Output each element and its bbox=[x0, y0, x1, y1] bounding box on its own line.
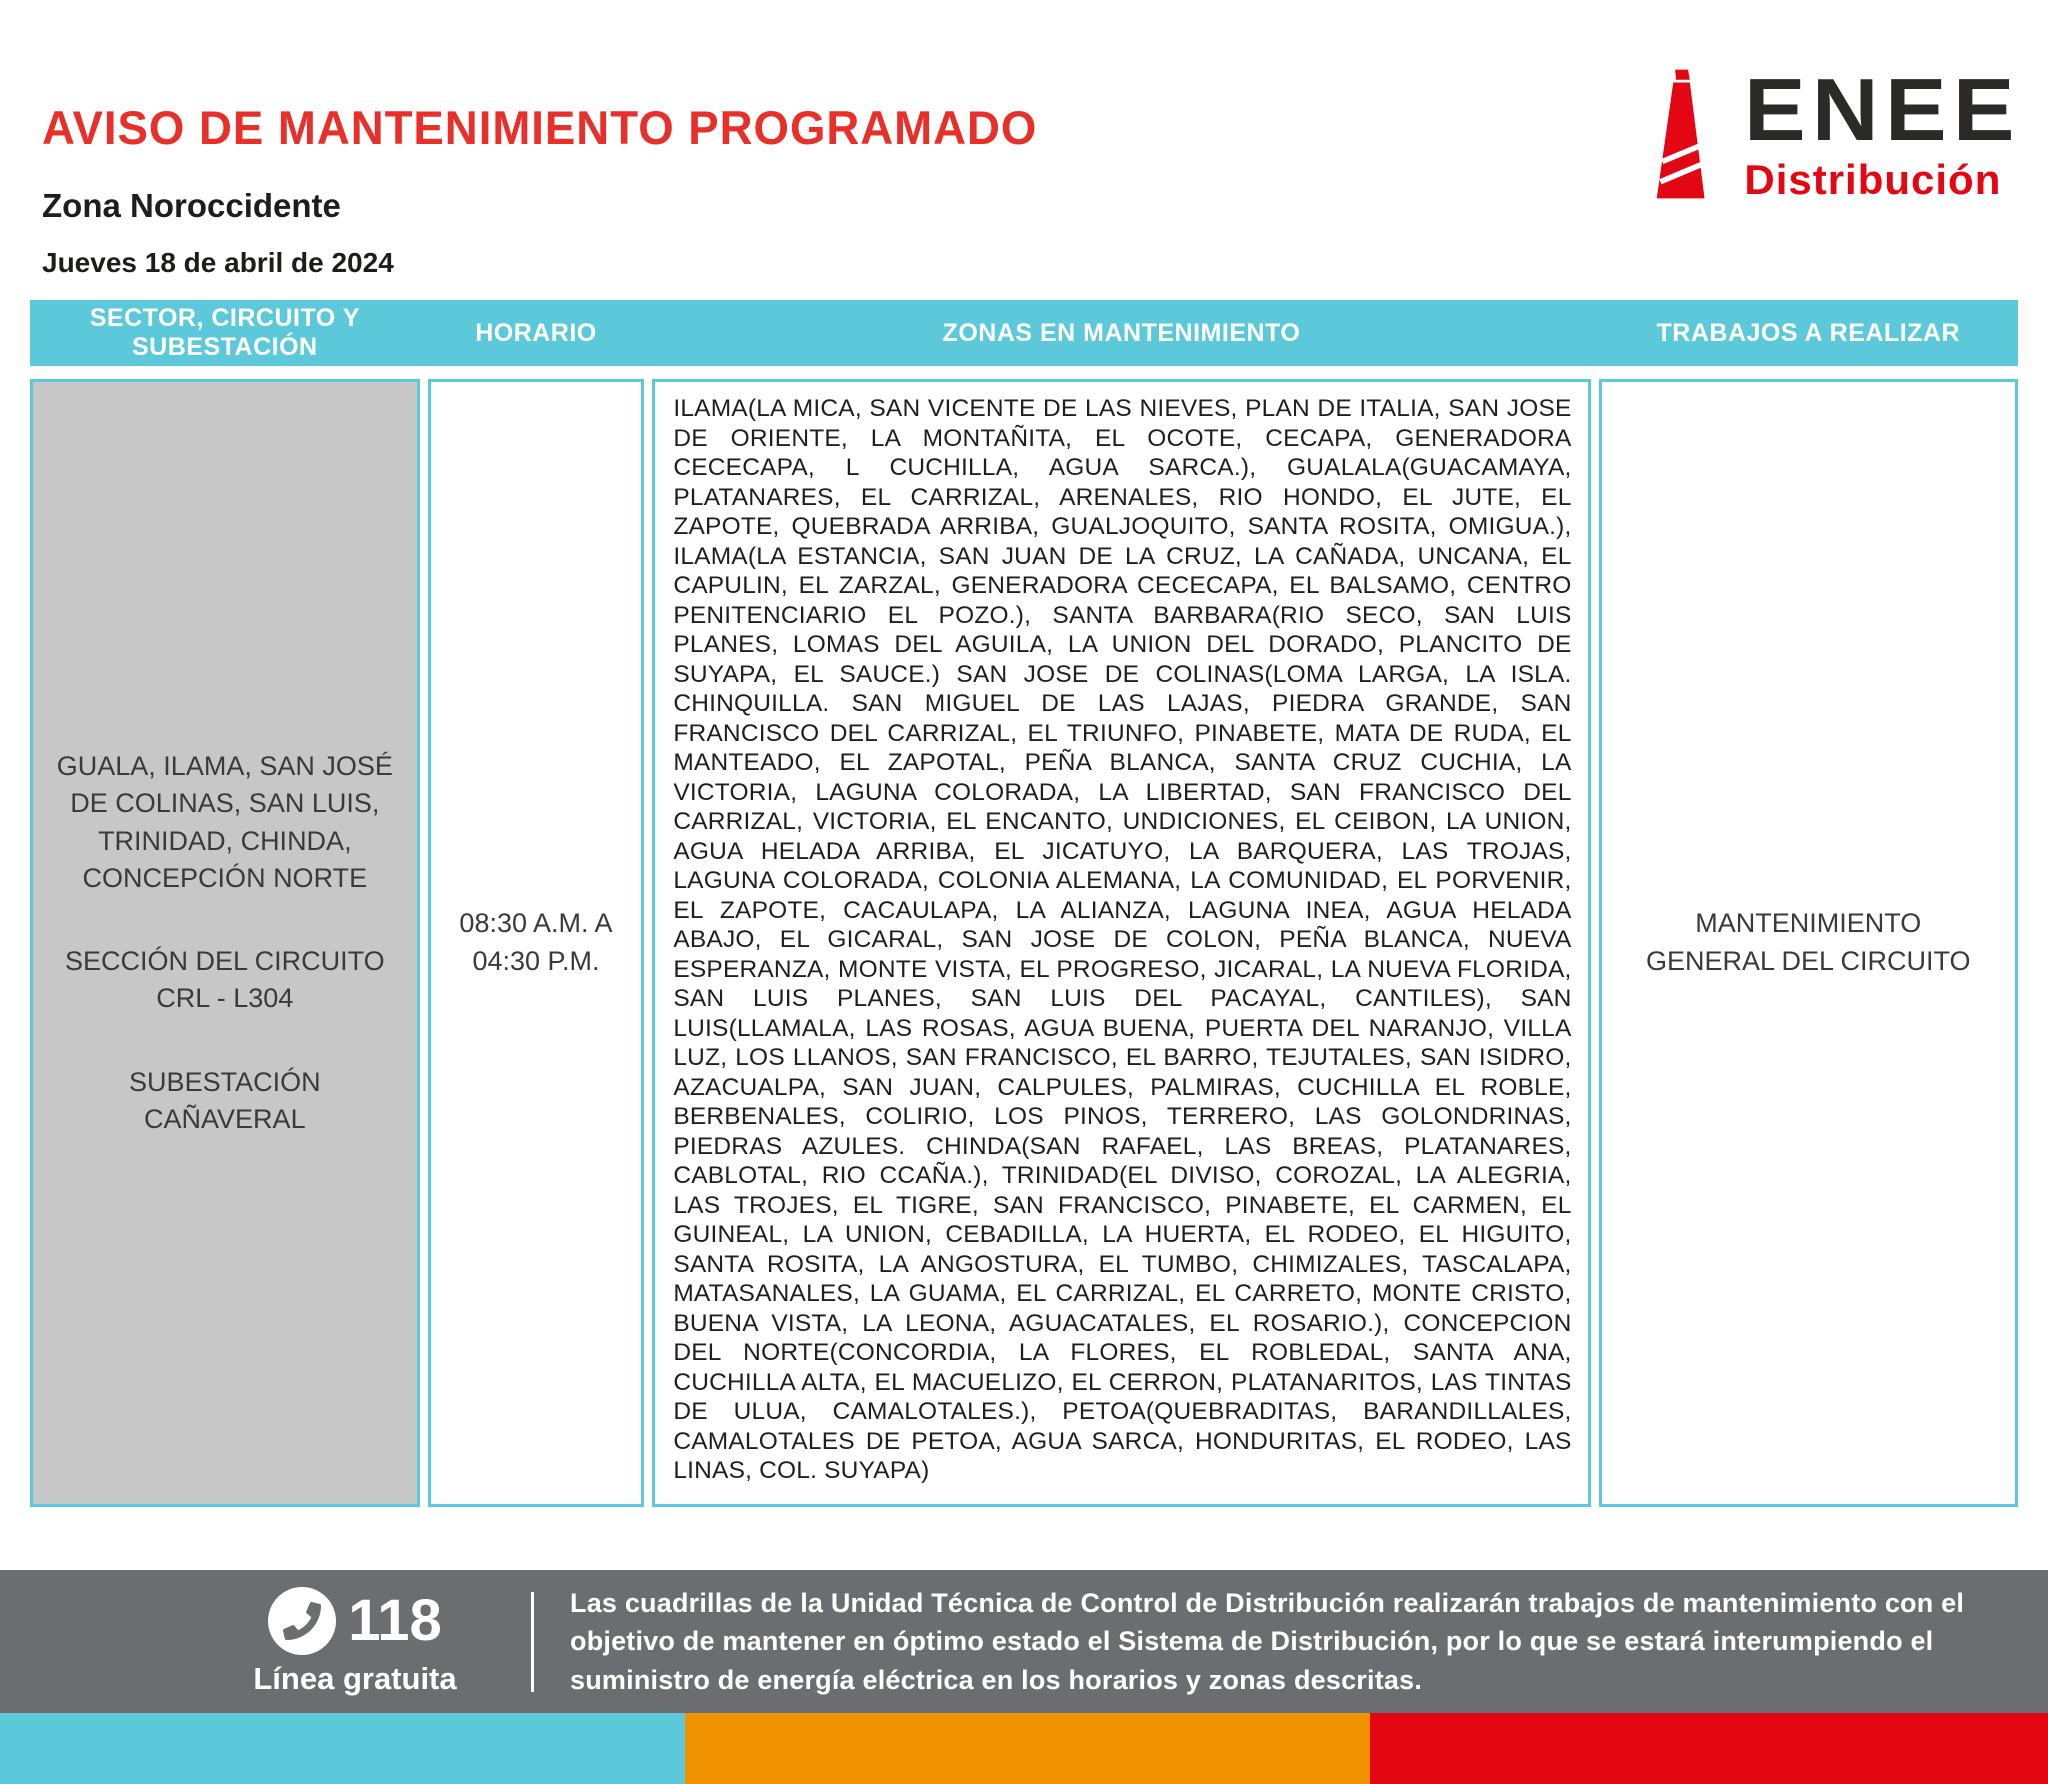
power-pylon-icon bbox=[1642, 68, 1734, 200]
footer-divider bbox=[531, 1592, 534, 1692]
strip-cyan bbox=[0, 1713, 685, 1784]
zonas-cell bbox=[652, 379, 1590, 1507]
strip-red bbox=[1370, 1713, 2048, 1784]
sector-cell bbox=[30, 379, 420, 1507]
horario-cell bbox=[428, 379, 645, 1507]
maintenance-table bbox=[30, 300, 2018, 1507]
circuit-section: SECCIÓN DEL CIRCUITO CRL - L304 bbox=[65, 946, 385, 1014]
footer-bar bbox=[0, 1570, 2048, 1713]
horario-value: 08:30 A.M. A 04:30 P.M. bbox=[459, 908, 613, 976]
column-header-sector bbox=[30, 300, 420, 366]
column-header-trabajos: TRABAJOS A REALIZAR bbox=[1656, 318, 1961, 347]
date-line: Jueves 18 de abril de 2024 bbox=[42, 247, 394, 278]
phone-top bbox=[268, 1587, 442, 1655]
trabajos-value: MANTENIMIENTO GENERAL DEL CIRCUITO bbox=[1645, 908, 1971, 976]
logo-wordmark: ENEE bbox=[1744, 60, 2022, 159]
strip-orange bbox=[685, 1713, 1370, 1784]
phone-block bbox=[205, 1587, 505, 1697]
page-header bbox=[0, 0, 2048, 300]
zone-subtitle: Zona Noroccidente bbox=[42, 187, 341, 224]
trabajos-cell bbox=[1599, 379, 2018, 1507]
page-title: AVISO DE MANTENIMIENTO PROGRAMADO bbox=[42, 101, 1038, 154]
footer-message: Las cuadrillas de la Unidad Técnica de Control de Distribución realizarán trabajos de mantenimiento con el objetivo de mantener en óptimo estado el Sistema de Distribución, por lo que se estará interumpiendo el suministro de energía eléctrica en los horarios y zonas descritas. bbox=[570, 1588, 1965, 1695]
phone-icon bbox=[268, 1587, 336, 1655]
header-headings bbox=[42, 60, 1068, 279]
column-header-sector-label: SECTOR, CIRCUITO Y SUBESTACIÓN bbox=[89, 304, 360, 361]
zonas-text: ILAMA(LA MICA, SAN VICENTE DE LAS NIEVES, PLAN DE ITALIA, SAN JOSE DE ORIENTE, LA MONTAÑITA, EL OCOTE, CECAPA, GENERADORA CECECAPA, L CUCHILLA, AGUA SARCA.), GUALALA(GUACAMAYA, PLATANARES, EL CARRIZAL, ARENALES, RIO HONDO, EL JUTE, EL ZAPOTE, QUEBRADA ARRIBA, GUALJOQUITO, SANTA ROSITA, OMIGUA.), ILAMA(LA ESTANCIA, SAN JUAN DE LA CRUZ, LA CAÑADA, UNCANA, EL CAPULIN, EL ZARZAL, GENERADORA CECECAPA, EL BALSAMO, CENTRO PENITENCIARIO EL POZO.), SANTA BARBARA(RIO SECO, SAN LUIS PLANES, LOMAS DEL AGUILA, LA UNION DEL DORADO, PLANCITO DE SUYAPA, EL SAUCE.) SAN JOSE DE COLINAS(LOMA LARGA, LA ISLA. CHINQUILLA. SAN MIGUEL DE LAS LAJAS, PIEDRA GRANDE, SAN FRANCISCO DEL CARRIZAL, EL TRIUNFO, PINABETE, MATA DE RUDA, EL MANTEADO, EL ZAPOTAL, PEÑA BLANCA, SANTA CRUZ CUCHIA, LA VICTORIA, LAGUNA COLORADA, LA LIBERTAD, SAN FRANCISCO DEL CARRIZAL, VICTORIA, EL ENCANTO, UNDICIONES, EL CEIBON, LA UNION, AGUA HELADA ARRIBA, EL JICATUYO, LA BARQUERA, LAS TROJAS, LAGUNA COLORADA, COLONIA ALEMANA, LA COMUNIDAD, EL PORVENIR, EL ZAPOTE, CACAULAPA, LA ALIANZA, LAGUNA INEA, AGUA HELADA ABAJO, EL GICARAL, SAN JOSE DE COLON, PEÑA BLANCA, NUEVA ESPERANZA, MONTE VISTA, EL PROGRESO, JICARAL, LA NUEVA FLORIDA, SAN LUIS PLANES, SAN LUIS DEL PACAYAL, CANTILES), SAN LUIS(LLAMALA, LAS ROSAS, AGUA BUENA, PUERTA DEL NARANJO, VILLA LUZ, LOS LLANOS, SAN FRANCISCO, EL BARRO, TEJUTALES, SAN ISIDRO, AZACUALPA, SAN JUAN, CALPULES, PALMIRAS, CUCHILLA EL ROBLE, BERBENALES, COLIRIO, LOS PINOS, TERRERO, LAS GOLONDRINAS, PIEDRAS AZULES. CHINDA(SAN RAFAEL, LAS BREAS, PLATANARES, CABLOTAL, RIO CCAÑA.), TRINIDAD(EL DIVISO, COROZAL, LA ALEGRIA, LAS TROJES, EL TIGRE, SAN FRANCISCO, PINABETE, EL CARMEN, EL GUINEAL, LA UNION, CEBADILLA, LA HUERTA, EL RODEO, EL HIGUITO, SANTA ROSITA, LA ANGOSTURA, EL TUMBO, CHIMIZALES, TASCALAPA, MATASANALES, LA GUAMA, EL CARRIZAL, EL CARRETO, MONTE CRISTO, BUENA VISTA, LA LEONA, AGUACATALES, EL ROSARIO.), CONCEPCION DEL NORTE(CONCORDIA, LA FLORES, EL ROBLEDAL, SANTA ANA, CUCHILLA ALTA, EL MACUELIZO, EL CERRON, PLATANARITOS, LAS TINTAS DE ULUA, CAMALOTALES.), PETOA(QUEBRADITAS, BARANDILLALES, CAMALOTALES DE PETOA, AGUA SARCA, HONDURITAS, EL RODEO, LAS LINAS, COL. SUYAPA) bbox=[673, 395, 1572, 1484]
sector-names: GUALA, ILAMA, SAN JOSÉ DE COLINAS, SAN LUIS, TRINIDAD, CHINDA, CONCEPCIÓN NORTE bbox=[56, 751, 393, 893]
bottom-color-strip bbox=[0, 1713, 2048, 1784]
logo-subtitle: Distribución bbox=[1744, 155, 2002, 203]
logo-texts bbox=[1744, 60, 2022, 204]
phone-number: 118 bbox=[348, 1587, 442, 1653]
column-header-horario: HORARIO bbox=[475, 318, 597, 347]
phone-label: Línea gratuita bbox=[253, 1660, 457, 1696]
substation-name: SUBESTACIÓN CAÑAVERAL bbox=[129, 1066, 321, 1134]
column-header-zonas: ZONAS EN MANTENIMIENTO bbox=[942, 318, 1301, 347]
table-header-row bbox=[30, 300, 2018, 366]
table-row bbox=[30, 379, 2018, 1507]
enee-logo bbox=[1642, 60, 2022, 204]
